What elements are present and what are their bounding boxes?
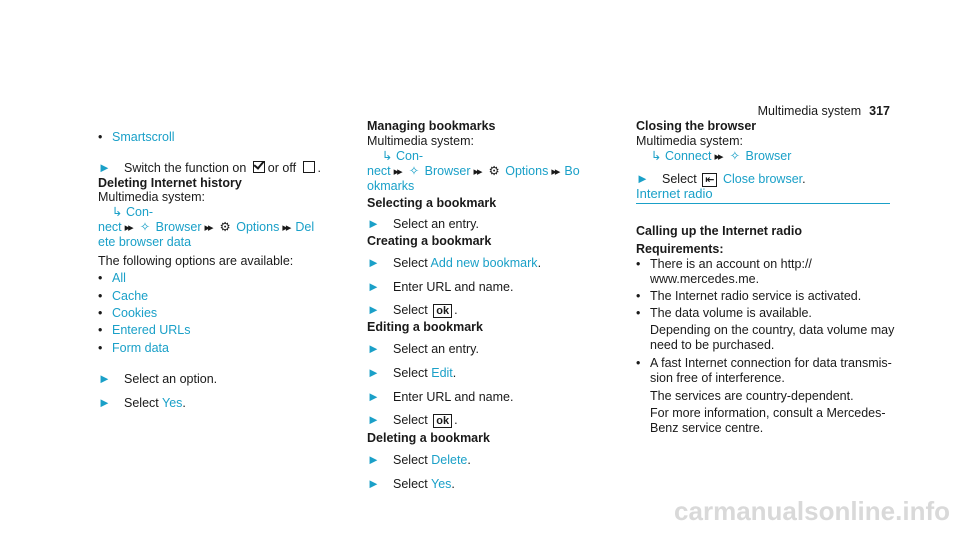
step: ► Select ⇤ Close browser. bbox=[636, 171, 806, 186]
step: ► Select Delete. bbox=[367, 452, 471, 467]
list-item: • The data volume is available. bbox=[636, 306, 812, 320]
bullet-icon: • bbox=[98, 323, 103, 337]
page-header bbox=[758, 104, 890, 118]
heading-deleting-history: Deleting Internet history bbox=[98, 176, 242, 190]
section-title-internet-radio: Internet radio bbox=[636, 186, 713, 201]
nav-path-end[interactable]: okmarks bbox=[367, 179, 415, 193]
bullet-icon: • bbox=[98, 341, 103, 355]
step: ► Select Edit. bbox=[367, 365, 457, 380]
heading-closing-browser: Closing the browser bbox=[636, 119, 757, 133]
checkbox-off-icon bbox=[303, 161, 315, 173]
heading-managing-bookmarks: Managing bookmarks bbox=[367, 119, 496, 133]
section-name: Multimedia system bbox=[757, 104, 862, 118]
step-arrow-icon: ► bbox=[367, 341, 380, 356]
list-item-cont: need to be purchased. bbox=[650, 338, 775, 352]
list-item: • The Internet radio service is activated. bbox=[636, 289, 862, 303]
system-label: Multimedia system: bbox=[367, 134, 474, 148]
checkbox-on-icon bbox=[253, 161, 265, 173]
step-arrow-icon: ► bbox=[367, 365, 380, 380]
return-arrow-icon: ↳ bbox=[382, 149, 393, 163]
next-step-icon: ▸▸ bbox=[393, 166, 401, 178]
step: ► Enter URL and name. bbox=[367, 279, 514, 294]
nav-path: ↳ Connect ▸▸ ✧ Browser bbox=[651, 149, 792, 163]
step-arrow-icon: ► bbox=[367, 255, 380, 270]
next-step-icon: ▸▸ bbox=[473, 166, 481, 178]
gear-icon: ⚙ bbox=[488, 164, 500, 178]
step-select-option: ► Select an option. bbox=[98, 371, 218, 386]
next-step-icon: ▸▸ bbox=[714, 151, 722, 163]
list-item-cont: The services are country-dependent. bbox=[650, 389, 854, 403]
list-item: • Cache bbox=[98, 289, 149, 303]
step-arrow-icon: ► bbox=[98, 395, 111, 410]
globe-icon: ✧ bbox=[139, 220, 151, 234]
step: ► Select Add new bookmark. bbox=[367, 255, 542, 270]
options-intro: The following options are available: bbox=[98, 254, 294, 268]
list-item: • Entered URLs bbox=[98, 323, 191, 337]
return-arrow-icon: ↳ bbox=[651, 149, 662, 163]
section-divider bbox=[636, 203, 890, 204]
heading-creating-bookmark: Creating a bookmark bbox=[367, 234, 492, 248]
bullet-icon: • bbox=[98, 289, 103, 303]
nav-path-cont: nect ▸▸ ✧ Browser ▸▸ ⚙ Options ▸▸ Del bbox=[98, 220, 315, 234]
step: ► Select an entry. bbox=[367, 216, 479, 231]
list-item bbox=[98, 130, 175, 145]
list-item: • A fast Internet connection for data transmis- bbox=[636, 356, 892, 370]
list-item-cont: Benz service centre. bbox=[650, 421, 764, 435]
next-step-icon: ▸▸ bbox=[551, 166, 559, 178]
step-arrow-icon: ► bbox=[367, 452, 380, 467]
step-arrow-icon: ► bbox=[367, 389, 380, 404]
list-item: • There is an account on http:// bbox=[636, 257, 812, 271]
ok-icon: ok bbox=[433, 414, 452, 428]
step: ► Select ok . bbox=[367, 302, 458, 317]
system-label: Multimedia system: bbox=[98, 190, 205, 204]
ok-icon: ok bbox=[433, 304, 452, 318]
list-item-cont: www.mercedes.me. bbox=[650, 272, 760, 286]
list-item: • All bbox=[98, 271, 126, 285]
smartscroll-link[interactable]: Smartscroll bbox=[112, 130, 175, 144]
list-item-cont: For more information, consult a Mercedes- bbox=[650, 406, 886, 420]
step-switch: ► Switch the function on or off . bbox=[98, 160, 322, 175]
next-step-icon: ▸▸ bbox=[282, 222, 290, 234]
step-arrow-icon: ► bbox=[98, 160, 111, 175]
step: ► Select ok . bbox=[367, 412, 458, 427]
step: ► Select an entry. bbox=[367, 341, 479, 356]
nav-path-end[interactable]: ete browser data bbox=[98, 235, 192, 249]
step-arrow-icon: ► bbox=[367, 412, 380, 427]
heading-selecting-bookmark: Selecting a bookmark bbox=[367, 196, 497, 210]
close-window-icon: ⇤ bbox=[702, 173, 717, 187]
requirements-label: Requirements: bbox=[636, 242, 724, 256]
list-item: • Cookies bbox=[98, 306, 158, 320]
bullet-icon: • bbox=[98, 130, 103, 144]
step-select-yes: ► Select Yes. bbox=[98, 395, 186, 410]
list-item: • Form data bbox=[98, 341, 169, 355]
step: ► Select Yes. bbox=[367, 476, 455, 491]
nav-path: ↳ Con- bbox=[382, 149, 424, 163]
bullet-icon: • bbox=[636, 306, 641, 320]
step-arrow-icon: ► bbox=[98, 371, 111, 386]
system-label: Multimedia system: bbox=[636, 134, 743, 148]
bullet-icon: • bbox=[636, 289, 641, 303]
globe-icon: ✧ bbox=[729, 149, 741, 163]
bullet-icon: • bbox=[636, 356, 641, 370]
step-arrow-icon: ► bbox=[367, 476, 380, 491]
next-step-icon: ▸▸ bbox=[204, 222, 212, 234]
heading-calling-radio: Calling up the Internet radio bbox=[636, 224, 802, 238]
return-arrow-icon: ↳ bbox=[112, 205, 123, 219]
heading-deleting-bookmark: Deleting a bookmark bbox=[367, 431, 490, 445]
step-arrow-icon: ► bbox=[367, 302, 380, 317]
globe-icon: ✧ bbox=[408, 164, 420, 178]
bullet-icon: • bbox=[98, 271, 103, 285]
bullet-icon: • bbox=[636, 257, 641, 271]
step: ► Enter URL and name. bbox=[367, 389, 514, 404]
nav-path-cont: nect ▸▸ ✧ Browser ▸▸ ⚙ Options ▸▸ Bo bbox=[367, 164, 580, 178]
heading-editing-bookmark: Editing a bookmark bbox=[367, 320, 483, 334]
next-step-icon: ▸▸ bbox=[124, 222, 132, 234]
step-arrow-icon: ► bbox=[367, 279, 380, 294]
watermark: carmanualsonline.info bbox=[674, 496, 950, 526]
bullet-icon: • bbox=[98, 306, 103, 320]
nav-path: ↳ Con- bbox=[112, 205, 154, 219]
step-arrow-icon: ► bbox=[636, 171, 649, 186]
list-item-cont: sion free of interference. bbox=[650, 371, 785, 385]
page-number: 317 bbox=[869, 104, 890, 118]
list-item-cont: Depending on the country, data volume may bbox=[650, 323, 895, 337]
gear-icon: ⚙ bbox=[219, 220, 231, 234]
step-arrow-icon: ► bbox=[367, 216, 380, 231]
